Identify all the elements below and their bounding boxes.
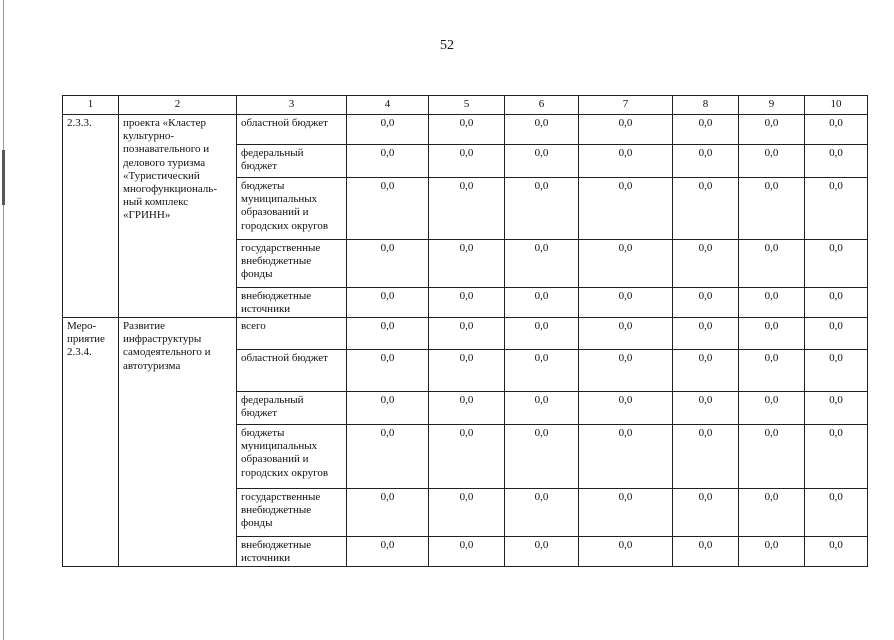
funding-value: 0,0 <box>347 240 429 288</box>
funding-value: 0,0 <box>429 115 505 145</box>
column-header: 2 <box>119 96 237 115</box>
funding-value: 0,0 <box>805 489 868 537</box>
funding-value: 0,0 <box>505 350 579 392</box>
funding-value: 0,0 <box>429 288 505 318</box>
page-number: 52 <box>440 38 454 53</box>
funding-value: 0,0 <box>505 425 579 489</box>
column-header: 6 <box>505 96 579 115</box>
funding-value: 0,0 <box>347 489 429 537</box>
funding-value: 0,0 <box>739 115 805 145</box>
funding-value: 0,0 <box>673 392 739 425</box>
column-header: 7 <box>579 96 673 115</box>
funding-value: 0,0 <box>805 350 868 392</box>
table-header-row <box>63 96 868 115</box>
funding-value: 0,0 <box>505 240 579 288</box>
measure-code: 2.3.3. <box>63 115 119 318</box>
measure-name: проекта «Кластер культурно-познавательного и делового туризма «Туристический многофункциональ-ный комплекс «ГРИНН» <box>119 115 237 318</box>
funding-source: внебюджетные источники <box>237 288 347 318</box>
funding-value: 0,0 <box>347 425 429 489</box>
funding-value: 0,0 <box>673 489 739 537</box>
funding-value: 0,0 <box>739 318 805 350</box>
funding-value: 0,0 <box>347 178 429 240</box>
table-row <box>63 318 868 350</box>
funding-source: федеральный бюджет <box>237 145 347 178</box>
funding-value: 0,0 <box>347 392 429 425</box>
funding-value: 0,0 <box>347 145 429 178</box>
funding-source: всего <box>237 318 347 350</box>
funding-value: 0,0 <box>805 425 868 489</box>
funding-value: 0,0 <box>739 537 805 567</box>
column-header: 5 <box>429 96 505 115</box>
funding-value: 0,0 <box>429 318 505 350</box>
funding-value: 0,0 <box>579 392 673 425</box>
funding-value: 0,0 <box>805 145 868 178</box>
funding-value: 0,0 <box>579 240 673 288</box>
funding-value: 0,0 <box>429 425 505 489</box>
funding-value: 0,0 <box>673 537 739 567</box>
funding-source: бюджеты муниципальных образований и городских округов <box>237 425 347 489</box>
column-header: 3 <box>237 96 347 115</box>
funding-source: государственные внебюджетные фонды <box>237 240 347 288</box>
funding-value: 0,0 <box>739 288 805 318</box>
funding-value: 0,0 <box>579 350 673 392</box>
funding-value: 0,0 <box>673 178 739 240</box>
funding-value: 0,0 <box>505 392 579 425</box>
funding-value: 0,0 <box>739 489 805 537</box>
funding-value: 0,0 <box>805 318 868 350</box>
funding-value: 0,0 <box>579 178 673 240</box>
column-header: 9 <box>739 96 805 115</box>
measure-name: Развитие инфраструктуры самодеятельного и автотуризма <box>119 318 237 567</box>
funding-source: внебюджетные источники <box>237 537 347 567</box>
funding-value: 0,0 <box>673 145 739 178</box>
funding-value: 0,0 <box>673 318 739 350</box>
column-header: 8 <box>673 96 739 115</box>
funding-value: 0,0 <box>739 178 805 240</box>
funding-value: 0,0 <box>505 318 579 350</box>
funding-value: 0,0 <box>673 115 739 145</box>
column-header: 4 <box>347 96 429 115</box>
funding-value: 0,0 <box>347 288 429 318</box>
funding-source: федеральный бюджет <box>237 392 347 425</box>
funding-value: 0,0 <box>805 537 868 567</box>
funding-value: 0,0 <box>429 537 505 567</box>
budget-table <box>62 95 868 567</box>
funding-value: 0,0 <box>805 288 868 318</box>
funding-value: 0,0 <box>505 178 579 240</box>
funding-value: 0,0 <box>579 537 673 567</box>
funding-value: 0,0 <box>505 489 579 537</box>
funding-value: 0,0 <box>579 489 673 537</box>
column-header: 10 <box>805 96 868 115</box>
funding-value: 0,0 <box>579 425 673 489</box>
funding-value: 0,0 <box>739 350 805 392</box>
funding-source: областной бюджет <box>237 350 347 392</box>
funding-value: 0,0 <box>673 288 739 318</box>
table-body <box>63 115 868 567</box>
funding-value: 0,0 <box>739 145 805 178</box>
funding-value: 0,0 <box>579 288 673 318</box>
column-header: 1 <box>63 96 119 115</box>
funding-source: государственные внебюджетные фонды <box>237 489 347 537</box>
funding-value: 0,0 <box>505 115 579 145</box>
funding-value: 0,0 <box>739 425 805 489</box>
funding-value: 0,0 <box>347 318 429 350</box>
funding-value: 0,0 <box>673 350 739 392</box>
funding-value: 0,0 <box>805 115 868 145</box>
funding-source: бюджеты муниципальных образований и городских округов <box>237 178 347 240</box>
funding-value: 0,0 <box>739 240 805 288</box>
funding-value: 0,0 <box>805 392 868 425</box>
funding-value: 0,0 <box>805 178 868 240</box>
funding-value: 0,0 <box>805 240 868 288</box>
funding-value: 0,0 <box>579 318 673 350</box>
table-row <box>63 115 868 145</box>
scan-binding-mark <box>2 150 5 205</box>
funding-value: 0,0 <box>429 240 505 288</box>
scan-edge-line <box>3 0 4 640</box>
funding-value: 0,0 <box>429 350 505 392</box>
funding-value: 0,0 <box>673 425 739 489</box>
funding-value: 0,0 <box>579 145 673 178</box>
measure-code: Меро-приятие 2.3.4. <box>63 318 119 567</box>
funding-source: областной бюджет <box>237 115 347 145</box>
funding-value: 0,0 <box>429 392 505 425</box>
funding-value: 0,0 <box>579 115 673 145</box>
funding-value: 0,0 <box>347 350 429 392</box>
funding-value: 0,0 <box>739 392 805 425</box>
funding-value: 0,0 <box>505 537 579 567</box>
funding-value: 0,0 <box>505 288 579 318</box>
funding-value: 0,0 <box>505 145 579 178</box>
funding-value: 0,0 <box>429 489 505 537</box>
funding-value: 0,0 <box>347 115 429 145</box>
funding-value: 0,0 <box>673 240 739 288</box>
funding-value: 0,0 <box>429 178 505 240</box>
funding-value: 0,0 <box>347 537 429 567</box>
funding-value: 0,0 <box>429 145 505 178</box>
